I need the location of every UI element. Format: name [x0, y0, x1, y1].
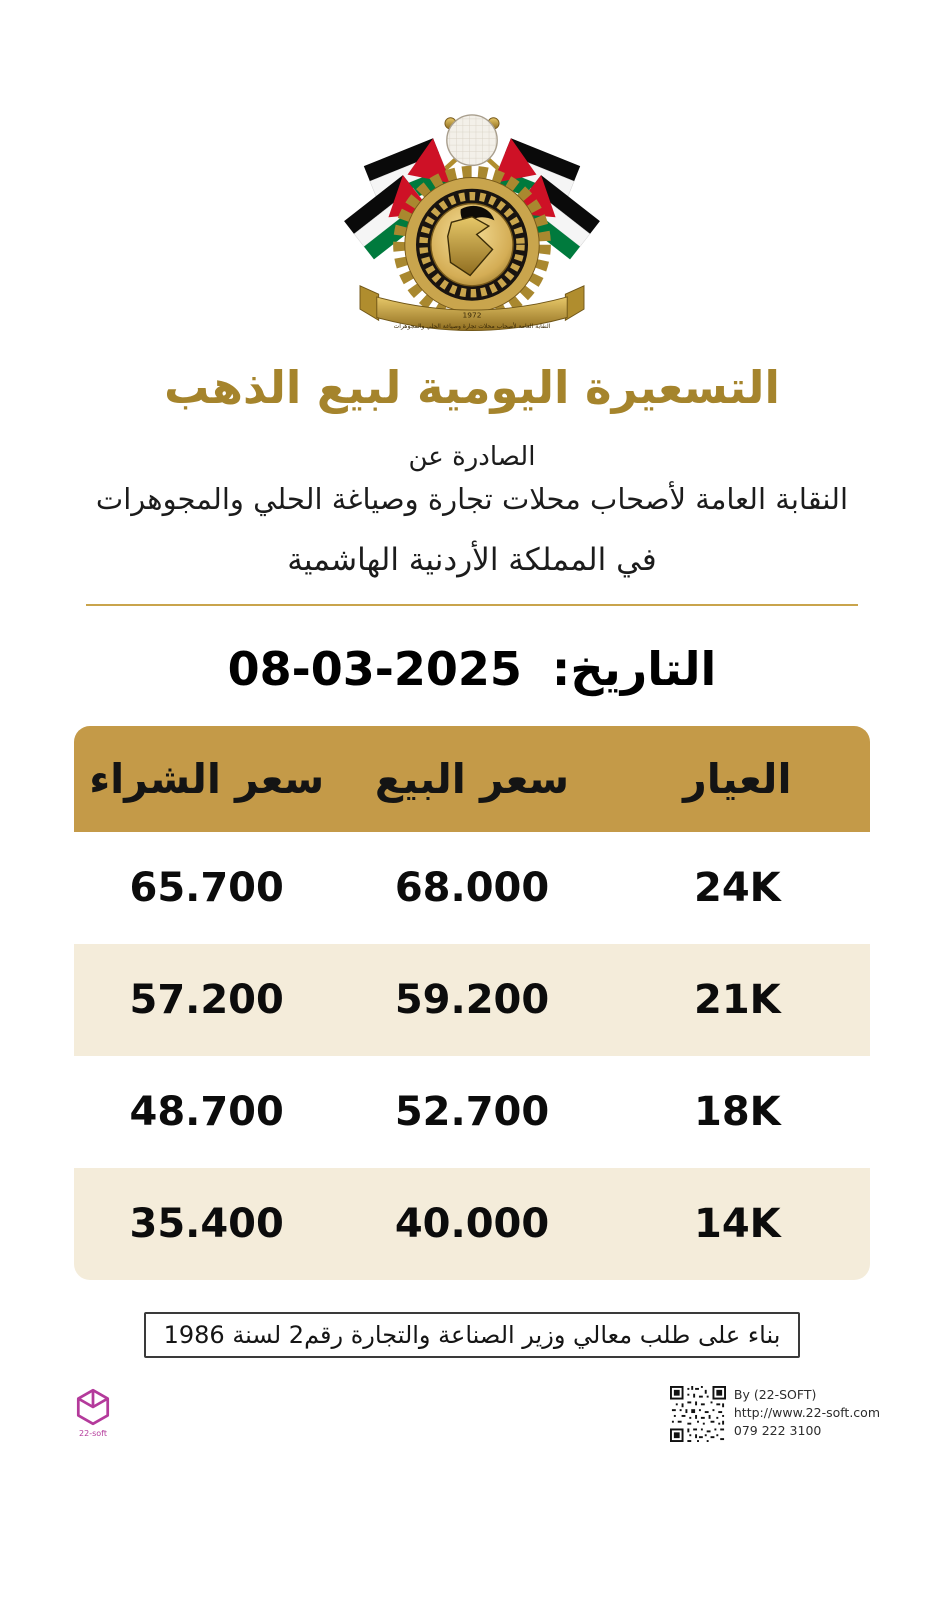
- date-line: [0, 642, 944, 696]
- table-row: [74, 944, 870, 1056]
- credit-by: By (22-SOFT): [733, 1387, 817, 1402]
- issuer-name: النقابة العامة لأصحاب محلات تجارة وصياغة الحلي والمجوهرات: [95, 482, 849, 516]
- footer-bar: [0, 1386, 944, 1442]
- ministry-note: بناء على طلب معالي وزير الصناعة والتجارة رقم2 لسنة 1986: [144, 1312, 801, 1358]
- karat-cell: 21K: [694, 977, 781, 1023]
- buy-price-cell: 48.700: [129, 1089, 284, 1135]
- col-header-karat: العيار: [683, 755, 792, 803]
- karat-cell: 14K: [694, 1201, 781, 1247]
- brand-caption: 22-soft: [79, 1429, 107, 1438]
- credit-url: http://www.22-soft.com: [733, 1405, 880, 1421]
- sell-price-cell: 40.000: [394, 1201, 550, 1247]
- col-header-buy: سعر الشراء: [89, 755, 325, 803]
- logo-year: 1972: [462, 310, 482, 320]
- syndicate-logo: [332, 112, 612, 345]
- table-row: [74, 832, 870, 944]
- date-value: 08-03-2025: [227, 642, 522, 696]
- pearl-icon: [447, 115, 497, 165]
- buy-price-cell: 65.700: [129, 865, 284, 911]
- buy-price-cell: 57.200: [129, 977, 284, 1023]
- credit-phone: 079 222 3100: [733, 1423, 822, 1439]
- logo-ribbon-text: النقابة العامة لأصحاب محلات تجارة وصياغة الحلي والمجوهرات: [393, 322, 551, 330]
- credits-block: [670, 1386, 880, 1442]
- table-header-row: [74, 726, 870, 832]
- page-title: التسعيرة اليومية لبيع الذهب: [164, 361, 780, 414]
- sell-price-cell: 68.000: [394, 865, 550, 911]
- qr-code-icon: [670, 1386, 726, 1442]
- table-row: [74, 1168, 870, 1280]
- buy-price-cell: 35.400: [129, 1201, 284, 1247]
- syndicate-logo-graphic: [332, 112, 612, 341]
- karat-cell: 18K: [694, 1089, 781, 1135]
- gold-divider: [86, 604, 858, 606]
- karat-cell: 24K: [694, 865, 781, 911]
- date-label: التاريخ:: [551, 642, 717, 696]
- sell-price-cell: 52.700: [394, 1089, 550, 1135]
- col-header-sell: سعر البيع: [374, 755, 570, 803]
- issued-by-label: الصادرة عن: [408, 442, 536, 472]
- soft-brand-logo: [72, 1386, 114, 1438]
- sell-price-cell: 59.200: [394, 977, 550, 1023]
- country-line: في المملكة الأردنية الهاشمية: [287, 542, 657, 578]
- table-row: [74, 1056, 870, 1168]
- price-table: [74, 726, 870, 1280]
- cube-logo-icon: [72, 1386, 114, 1428]
